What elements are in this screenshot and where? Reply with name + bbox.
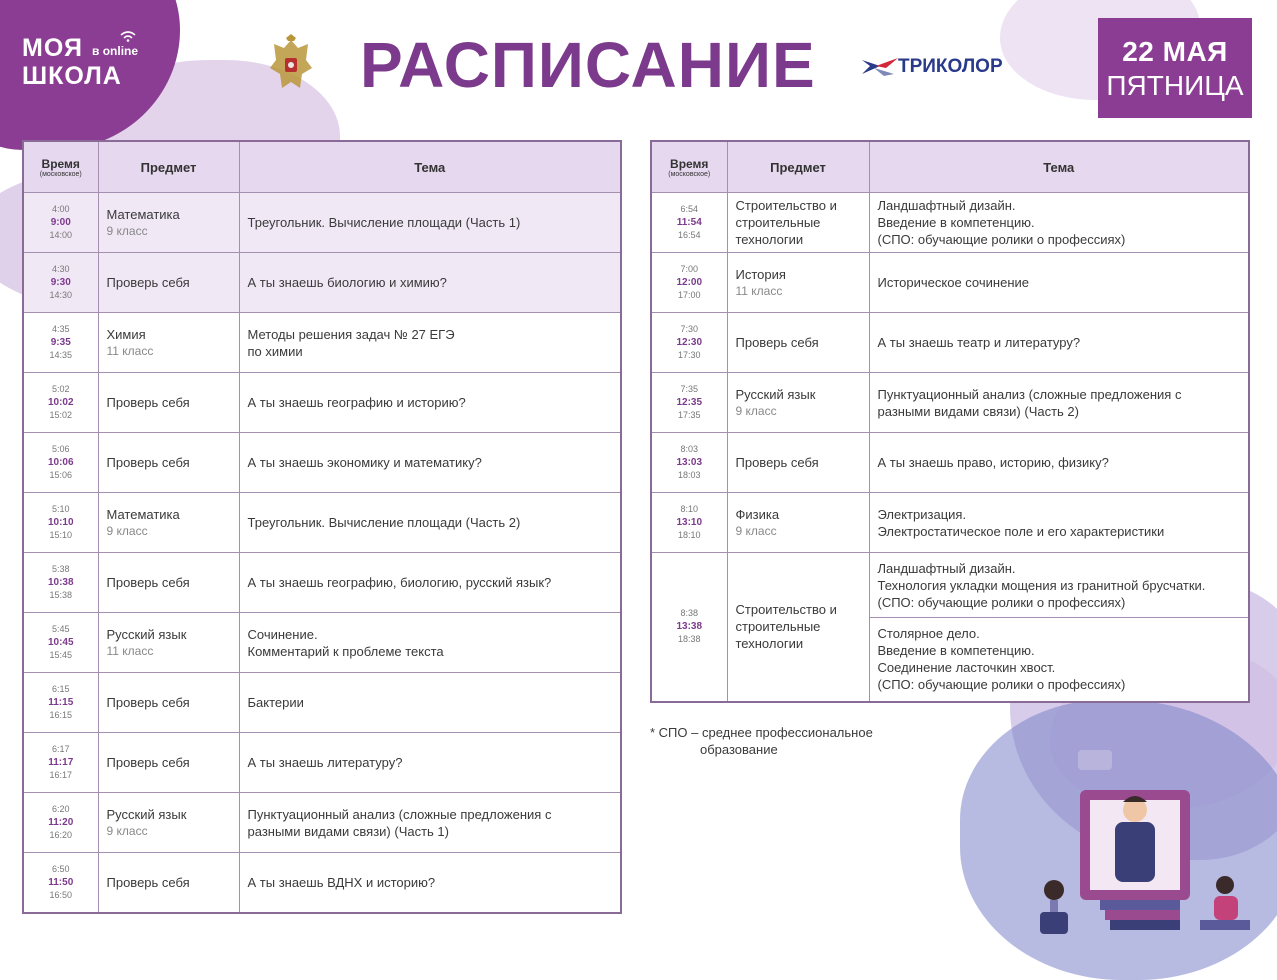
subject-name: Строительство и строительные технологии: [735, 602, 837, 652]
topic-cell: [239, 313, 621, 373]
subject-name: Проверь себя: [106, 755, 190, 770]
subject-name: Математика: [106, 507, 180, 522]
topic-line: Методы решения задач № 27 ЕГЭ: [247, 326, 455, 342]
time-early: 4:30: [51, 264, 70, 274]
time-early: 4:35: [51, 324, 70, 334]
time-moscow: 12:30: [676, 337, 703, 348]
time-cell: [651, 373, 727, 433]
time-late: 16:17: [49, 770, 73, 780]
topic-line: А ты знаешь право, историю, физику?: [877, 455, 1109, 470]
topic-line: Пунктуационный анализ (сложные предложения с: [247, 806, 552, 822]
time-early: 6:15: [51, 684, 70, 694]
subject-name: Строительство и строительные технологии: [735, 198, 837, 247]
time-early: 7:30: [680, 324, 699, 334]
col-time-sub: (московское): [668, 170, 711, 178]
logo-line2: ШКОЛА: [22, 62, 122, 90]
subject-name: Математика: [106, 207, 180, 222]
topic-line: А ты знаешь биологию и химию?: [247, 275, 447, 290]
topic-cell: [239, 613, 621, 673]
time-moscow: 10:38: [47, 577, 74, 588]
schedule-row: [651, 313, 1249, 373]
topic-line: Треугольник. Вычисление площади (Часть 2): [247, 515, 521, 530]
time-cell: [23, 793, 98, 853]
footnote: [650, 724, 873, 758]
topic-line: Бактерии: [247, 695, 304, 710]
time-early: 7:00: [680, 264, 699, 274]
subject-name: Проверь себя: [735, 455, 819, 470]
time-early: 6:17: [51, 744, 70, 754]
time-late: 15:02: [49, 410, 73, 420]
schedule-row: [23, 853, 621, 913]
topic-line: Соединение ласточкин хвост.: [877, 660, 1056, 676]
time-late: 16:15: [49, 710, 73, 720]
subject-cell: [727, 253, 869, 313]
time-moscow: 13:03: [676, 457, 703, 468]
schedule-row: [23, 793, 621, 853]
topic-line: Введение в компетенцию.: [877, 643, 1035, 659]
topic-cell: [869, 373, 1249, 433]
time-moscow: 12:35: [676, 397, 703, 408]
time-early: 8:10: [680, 504, 699, 514]
page-title: РАСПИСАНИЕ: [360, 29, 816, 101]
time-moscow: 13:10: [676, 517, 703, 528]
topic-cell: [239, 793, 621, 853]
time-early: 4:00: [51, 204, 70, 214]
schedule-row: [23, 553, 621, 613]
topic-line: (СПО: обучающие ролики о профессиях): [877, 677, 1126, 693]
subject-cell: [98, 673, 239, 733]
subject-name: Проверь себя: [106, 575, 190, 590]
wifi-icon: [120, 30, 136, 42]
subject-name: Проверь себя: [735, 335, 819, 350]
schedule-row: [23, 433, 621, 493]
topic-line: Пунктуационный анализ (сложные предложения с: [877, 386, 1182, 402]
time-late: 15:10: [49, 530, 73, 540]
topic-cell: [239, 493, 621, 553]
time-moscow: 12:00: [676, 277, 703, 288]
topic-line: Электростатическое поле и его характеристики: [877, 523, 1165, 539]
subject-cell: [98, 313, 239, 373]
subject-name: Химия: [106, 327, 146, 342]
time-moscow: 9:30: [50, 277, 71, 288]
time-late: 14:00: [49, 230, 73, 240]
topic-cell: [239, 853, 621, 913]
time-cell: [23, 613, 98, 673]
subject-cell: [98, 793, 239, 853]
schedule-row: [23, 313, 621, 373]
subject-name: Русский язык: [106, 807, 187, 822]
time-moscow: 9:00: [50, 217, 71, 228]
topic-line: А ты знаешь географию и историю?: [247, 395, 466, 410]
subject-cell: [727, 433, 869, 493]
time-early: 8:38: [680, 608, 699, 619]
logo: [22, 34, 122, 90]
schedule-row: [651, 493, 1249, 553]
time-late: 16:20: [49, 830, 73, 840]
time-moscow: 11:20: [48, 817, 74, 828]
time-moscow: 10:45: [47, 637, 74, 648]
schedule-row: [23, 733, 621, 793]
col-topic: Тема: [869, 141, 1249, 193]
col-topic: Тема: [239, 141, 621, 193]
time-moscow: 11:54: [676, 217, 702, 228]
time-late: 18:03: [677, 470, 701, 480]
topic-cell: [869, 253, 1249, 313]
time-cell: [651, 313, 727, 373]
time-cell: [23, 673, 98, 733]
time-moscow: 11:15: [48, 697, 74, 708]
topic-cell: [239, 253, 621, 313]
subject-grade: 9 класс: [735, 524, 777, 538]
time-late: 14:30: [49, 290, 73, 300]
col-subject: Предмет: [727, 141, 869, 193]
subject-grade: 11 класс: [106, 644, 154, 658]
time-late: 17:00: [677, 290, 701, 300]
time-early: 5:45: [51, 624, 70, 634]
subject-name: Проверь себя: [106, 874, 190, 890]
time-early: 8:03: [680, 444, 699, 454]
topic-cell: [239, 553, 621, 613]
time-moscow: 10:10: [47, 517, 74, 528]
subject-grade: 11 класс: [735, 284, 783, 298]
time-moscow: 10:02: [47, 397, 74, 408]
time-late: 17:30: [677, 350, 701, 360]
topic-line: А ты знаешь экономику и математику?: [247, 455, 482, 470]
subject-cell: [98, 553, 239, 613]
topic-line: Технология укладки мощения из гранитной брусчатки.: [877, 577, 1206, 593]
time-late: 16:50: [49, 889, 73, 900]
col-time-label: Время: [670, 156, 709, 171]
subject-name: Проверь себя: [106, 275, 190, 290]
topic-line: Треугольник. Вычисление площади (Часть 1): [247, 215, 521, 230]
col-subject: Предмет: [98, 141, 239, 193]
topic-line: А ты знаешь литературу?: [247, 755, 403, 770]
time-early: 5:10: [51, 504, 70, 514]
topic-line: разными видами связи) (Часть 1): [247, 823, 449, 839]
subject-grade: 9 класс: [106, 524, 148, 538]
date: 22 МАЯ: [1122, 36, 1228, 67]
topic-line: А ты знаешь географию, биологию, русский язык?: [247, 575, 552, 590]
schedule-row: [23, 193, 621, 253]
time-early: 6:50: [51, 863, 70, 874]
topic-cell: [869, 433, 1249, 493]
time-cell: [23, 733, 98, 793]
teacher-illustration: [1010, 750, 1270, 950]
subject-cell: [727, 193, 869, 253]
schedule-table-right: [650, 140, 1250, 703]
schedule-table-left: [22, 140, 622, 914]
time-moscow: 13:38: [676, 621, 703, 633]
subject-name: Проверь себя: [106, 455, 190, 470]
topic-cell: [869, 493, 1249, 553]
time-late: 15:45: [49, 650, 73, 660]
topic-line: Введение в компетенцию.: [877, 215, 1035, 230]
weekday: ПЯТНИЦА: [1106, 70, 1244, 101]
time-late: 15:38: [49, 590, 73, 600]
schedule-row: [23, 373, 621, 433]
topic-line: А ты знаешь ВДНХ и историю?: [247, 874, 436, 890]
date-badge: [1098, 18, 1252, 118]
time-early: 5:06: [51, 444, 70, 454]
col-time-sub: (московское): [39, 170, 82, 178]
subject-name: Проверь себя: [106, 395, 190, 410]
topic-line: по химии: [247, 343, 303, 359]
time-cell: [23, 373, 98, 433]
time-early: 5:38: [51, 564, 70, 574]
schedule-row: [23, 613, 621, 673]
schedule-row: [23, 493, 621, 553]
time-late: 18:10: [677, 530, 701, 540]
time-cell: [651, 193, 727, 253]
subject-cell: [98, 853, 239, 913]
subject-name: История: [735, 267, 786, 282]
subject-cell: [98, 193, 239, 253]
subject-name: Русский язык: [735, 387, 816, 402]
subject-grade: 9 класс: [735, 404, 777, 418]
topic-cell: [239, 193, 621, 253]
schedule-row: [23, 673, 621, 733]
topic-cell: [239, 673, 621, 733]
schedule-row: [651, 373, 1249, 433]
time-cell: [651, 493, 727, 553]
time-cell: [651, 553, 727, 702]
subject-grade: 11 класс: [106, 344, 154, 358]
topic-line: (СПО: обучающие ролики о профессиях): [877, 594, 1126, 610]
time-early: 6:20: [51, 804, 70, 814]
time-late: 17:35: [677, 410, 701, 420]
topic-cell: [239, 433, 621, 493]
topic-line: Электризация.: [877, 506, 967, 522]
time-moscow: 11:17: [48, 757, 74, 768]
time-early: 6:54: [680, 204, 699, 214]
topic-cell: [239, 733, 621, 793]
topic-cell: [869, 553, 1249, 618]
subject-grade: 9 класс: [106, 224, 148, 238]
subject-cell: [98, 613, 239, 673]
topic-cell: [869, 618, 1249, 702]
tricolor-logo-icon: [860, 52, 900, 82]
schedule-row: [651, 193, 1249, 253]
time-cell: [23, 493, 98, 553]
topic-cell: [239, 373, 621, 433]
schedule-row: [651, 433, 1249, 493]
topic-line: Столярное дело.: [877, 626, 980, 642]
time-moscow: 10:06: [47, 457, 74, 468]
time-early: 7:35: [680, 384, 699, 394]
topic-line: Ландшафтный дизайн.: [877, 560, 1016, 576]
topic-cell: [869, 193, 1249, 253]
coat-of-arms-icon: [268, 34, 314, 96]
schedule-row: [651, 553, 1249, 618]
logo-online: в online: [92, 44, 139, 58]
subject-cell: [727, 553, 869, 702]
time-cell: [23, 193, 98, 253]
time-cell: [651, 253, 727, 313]
topic-line: (СПО: обучающие ролики о профессиях): [877, 232, 1126, 247]
time-cell: [23, 553, 98, 613]
schedule-row: [23, 253, 621, 313]
col-time: [23, 141, 98, 193]
time-cell: [23, 313, 98, 373]
time-late: 18:38: [677, 634, 701, 645]
subject-cell: [98, 733, 239, 793]
time-late: 15:06: [49, 470, 73, 480]
topic-line: Историческое сочинение: [877, 275, 1029, 290]
subject-cell: [727, 493, 869, 553]
time-cell: [23, 853, 98, 913]
time-moscow: 9:35: [50, 337, 71, 348]
subject-name: Русский язык: [106, 627, 187, 642]
topic-line: Сочинение.: [247, 626, 318, 642]
schedule-row: [651, 253, 1249, 313]
topic-line: разными видами связи) (Часть 2): [877, 403, 1079, 419]
time-early: 5:02: [51, 384, 70, 394]
subject-cell: [727, 373, 869, 433]
topic-cell: [869, 313, 1249, 373]
partner-name: ТРИКОЛОР: [898, 56, 1003, 77]
topic-line: Ландшафтный дизайн.: [877, 198, 1016, 213]
time-late: 14:35: [49, 350, 73, 360]
footnote-line2: образование: [700, 742, 778, 757]
logo-line1: МОЯ: [22, 34, 83, 62]
time-cell: [23, 253, 98, 313]
subject-cell: [98, 253, 239, 313]
subject-grade: 9 класс: [106, 824, 148, 838]
time-cell: [23, 433, 98, 493]
topic-line: Комментарий к проблеме текста: [247, 643, 444, 659]
subject-cell: [98, 373, 239, 433]
subject-name: Физика: [735, 507, 780, 522]
time-moscow: 11:50: [48, 876, 74, 888]
subject-cell: [98, 433, 239, 493]
time-cell: [651, 433, 727, 493]
col-time-label: Время: [41, 156, 80, 171]
footnote-line1: * СПО – среднее профессиональное: [650, 725, 873, 740]
topic-line: А ты знаешь театр и литературу?: [877, 335, 1081, 350]
subject-cell: [98, 493, 239, 553]
time-late: 16:54: [677, 230, 701, 240]
subject-cell: [727, 313, 869, 373]
subject-name: Проверь себя: [106, 695, 190, 710]
col-time: [651, 141, 727, 193]
